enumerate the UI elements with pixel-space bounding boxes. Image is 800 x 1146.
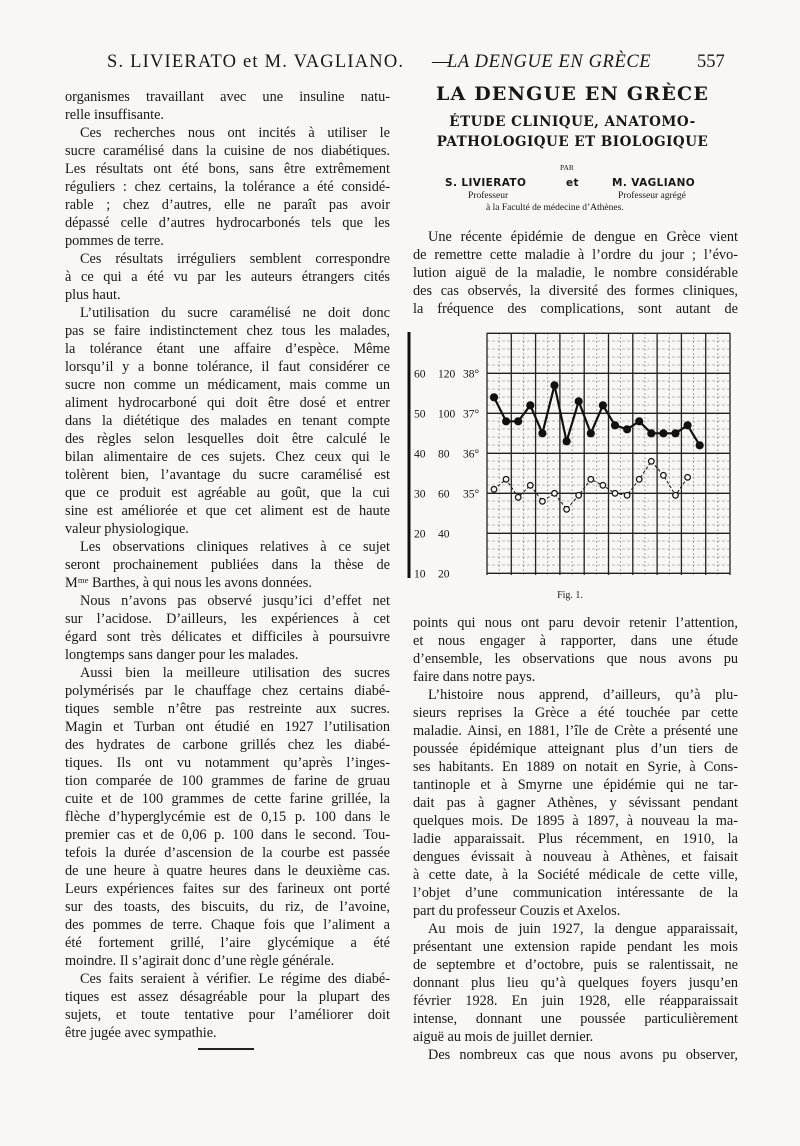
- y-tick-label: 80: [438, 448, 450, 461]
- text-line: quelques mois. De 1895 à 1897, à nouveau la ma-: [413, 813, 738, 829]
- text-line: Mᵐᵉ Barthes, à qui nous les avons données.: [65, 575, 312, 591]
- text-line: pas se faire indistinctement chez tous les malades,: [65, 323, 390, 339]
- temperature-point: [527, 402, 534, 409]
- text-line: lorsqu’il y a bonne tolérance, il faut considérer ce: [65, 359, 390, 375]
- section-end-rule: [198, 1048, 254, 1050]
- text-line: intense, donnant une poussée particulièrement: [413, 1011, 738, 1027]
- y-tick-label: 36°: [463, 448, 480, 461]
- article-title: LA DENGUE EN GRÈCE: [435, 83, 710, 105]
- paragraph: [65, 538, 390, 592]
- pulse-point: [673, 493, 679, 499]
- text-line: rable ; chez d’autres, elle ne paraît pas avoir: [65, 197, 390, 213]
- pulse-point: [636, 477, 642, 483]
- text-line: poussée épidémique atteignant plus d’un tiers de: [413, 741, 738, 757]
- text-line: des règles selon lesquelles doit être calculé le: [65, 431, 390, 447]
- text-line: donnant plus lieu qu’à quelques foyers jusqu’en: [413, 975, 738, 991]
- temperature-point: [648, 430, 655, 437]
- author-conjunction: et: [566, 177, 579, 189]
- pulse-point: [491, 487, 497, 493]
- text-line: sine est améliorée et que cet aliment est de haute: [65, 503, 390, 519]
- text-line: faire dans notre pays.: [413, 669, 536, 685]
- temperature-point: [575, 398, 582, 405]
- text-line: tefois la durée d’ascension de la courbe est passée: [65, 845, 390, 861]
- text-line: être jugée avec sympathie.: [65, 1025, 217, 1041]
- temperature-point: [696, 442, 703, 449]
- pulse-point: [649, 459, 655, 465]
- paragraph: [413, 686, 738, 920]
- text-line: des cas observés, la diversité des formes cliniques,: [413, 283, 738, 299]
- text-line: à ce qui a été vu par les auteurs étrangers cités: [65, 269, 390, 285]
- text-line: la fréquence des complications, sont autant de: [413, 301, 738, 317]
- y-tick-label: 37°: [463, 408, 480, 421]
- left-column: [65, 88, 390, 1042]
- running-head-dash: —: [432, 52, 451, 72]
- y-tick-label: 35°: [463, 488, 480, 501]
- text-line: Les résultats ont été bons, sans être extrêmement: [65, 161, 390, 177]
- paragraph: [65, 664, 390, 970]
- pulse-point: [515, 495, 521, 501]
- affiliation: à la Faculté de médecine d’Athènes.: [486, 203, 624, 213]
- y-tick-label: 50: [414, 408, 426, 421]
- y-tick-label: 20: [414, 528, 426, 541]
- temperature-point: [515, 418, 522, 425]
- text-line: la tolérance étant une affaire d’espèce. Même: [65, 341, 390, 357]
- text-line: été fortement grillé, l’aire glycémique a été: [65, 935, 390, 951]
- text-line: aiguë au mois de juillet dernier.: [413, 1029, 594, 1045]
- temperature-point: [503, 418, 510, 425]
- text-line: présentant une extension rapide pendant les mois: [413, 939, 738, 955]
- text-line: ladie apparaissait. Plus récemment, en 1910, la: [413, 831, 738, 847]
- temperature-point: [539, 430, 546, 437]
- text-line: dengues évissait à nouveau à Athènes, et faisait: [413, 849, 738, 865]
- paragraph: [65, 592, 390, 664]
- text-line: L’utilisation du sucre caramélisé ne doit donc: [80, 305, 390, 321]
- text-line: sieurs reprises la Grèce a été touchée par cette: [413, 705, 738, 721]
- text-line: premier cas et de 0,06 p. 100 dans le second. Tou-: [65, 827, 390, 843]
- text-line: de une heure à quatre heures dans le deuxième cas.: [65, 863, 390, 879]
- text-line: que ce produit est agréable au goût, que la cui: [65, 485, 390, 501]
- text-line: tion comparée de 100 grammes de farine de gruau: [65, 773, 390, 789]
- paragraph: [413, 1046, 738, 1064]
- text-line: cuite et de 100 grammes de cette farine grillée, la: [65, 791, 390, 807]
- pulse-point: [576, 493, 582, 499]
- text-line: lution aiguë de la maladie, le nombre considérable: [413, 265, 738, 281]
- temperature-point: [684, 422, 691, 429]
- text-line: sucre caramélisé dans la cuisine de nos diabétiques.: [65, 143, 390, 159]
- temperature-point: [636, 418, 643, 425]
- y-tick-label: 38°: [463, 368, 480, 381]
- temperature-point: [587, 430, 594, 437]
- text-line: tiques semble n’être pas restreinte aux sucres.: [65, 701, 390, 717]
- temperature-line: [494, 385, 700, 445]
- text-line: et nous engager à rapporter, dans une étude: [413, 633, 738, 649]
- text-line: Une récente épidémie de dengue en Grèce vient: [428, 229, 738, 245]
- pulse-point: [600, 483, 606, 489]
- temperature-point: [599, 402, 606, 409]
- author-1-role: Professeur: [468, 191, 509, 201]
- figure-caption: Fig. 1.: [557, 590, 583, 601]
- temperature-point: [660, 430, 667, 437]
- text-line: maladie. Ainsi, en 1881, l’île de Crète a présenté une: [413, 723, 738, 739]
- text-line: polymérisés par le chauffage chez certains diabé-: [65, 683, 390, 699]
- paragraph: [65, 250, 390, 304]
- pulse-point: [552, 491, 558, 497]
- text-line: de septembre et d’octobre, puis se ralentissait, ne: [413, 957, 738, 973]
- pulse-point: [540, 499, 546, 505]
- article-subtitle-1: ÉTUDE CLINIQUE, ANATOMO-: [449, 114, 696, 130]
- text-line: L’histoire nous apprend, d’ailleurs, qu’à plu-: [428, 687, 738, 703]
- y-tick-label: 60: [414, 368, 426, 381]
- pulse-point: [624, 493, 630, 499]
- text-line: organismes travaillant avec une insuline natu-: [65, 89, 390, 105]
- text-line: sucre non comme un médicament, mais comme un: [65, 377, 390, 393]
- text-line: l’objet d’une communication intéressante de la: [413, 885, 738, 901]
- text-line: de remettre cette maladie à l’ordre du jour ; l’évo-: [413, 247, 738, 263]
- text-line: sur des toasts, des biscuits, du riz, de l’avoine,: [65, 899, 390, 915]
- text-line: Des nombreux cas que nous avons pu observer,: [428, 1047, 738, 1063]
- text-line: points qui nous ont paru devoir retenir l’attention,: [413, 615, 738, 631]
- text-line: à cette date, à la Société médicale de cette ville,: [413, 867, 738, 883]
- text-line: février 1928. En juin 1928, elle réapparaissait: [413, 993, 738, 1009]
- pulse-point: [564, 507, 570, 513]
- temperature-point: [551, 382, 558, 389]
- paragraph: [65, 970, 390, 1042]
- text-line: Ces résultats irréguliers semblent correspondre: [80, 251, 390, 267]
- text-line: des hydrates de carbone grillés chez les diabé-: [65, 737, 390, 753]
- text-line: réguliers : chez certains, la tolérance a été considé-: [65, 179, 390, 195]
- text-line: des pommes de terre. Chaque fois que l’aliment a: [65, 917, 390, 933]
- figure-1-chart: [405, 330, 735, 610]
- y-tick-label: 40: [414, 448, 426, 461]
- by-label: PAR: [560, 163, 574, 172]
- y-tick-label: 40: [438, 528, 450, 541]
- body-text: [413, 614, 738, 1064]
- text-line: égard sont très délicates et difficiles à poursuivre: [65, 629, 390, 645]
- temperature-point: [624, 426, 631, 433]
- text-line: tolèrent bien, l’avantage du sucre caramélisé est: [65, 467, 390, 483]
- text-line: aliment hydrocarboné qui doit être dosé et entrer: [65, 395, 390, 411]
- text-line: dans la diététique des malades en tenant compte: [65, 413, 390, 429]
- intro-text: [413, 228, 738, 318]
- y-tick-label: 20: [438, 568, 450, 581]
- page-number: 557: [697, 52, 725, 72]
- pulse-point: [588, 477, 594, 483]
- text-line: Aussi bien la meilleure utilisation des sucres: [80, 665, 390, 681]
- text-line: sujets, et toute tentative pour l’améliorer doit: [65, 1007, 390, 1023]
- text-line: tiques. Ils ont vu notamment qu’après l’inges-: [65, 755, 390, 771]
- paragraph: [413, 920, 738, 1046]
- text-line: plus haut.: [65, 287, 121, 303]
- text-line: d’ensemble, les observations que nous avons pu: [413, 651, 738, 667]
- pulse-point: [528, 483, 534, 489]
- author-2: M. VAGLIANO: [612, 177, 696, 189]
- text-line: Au mois de juin 1927, la dengue apparaissait,: [428, 921, 738, 937]
- text-line: longtemps sans danger pour les malades.: [65, 647, 299, 663]
- pulse-point: [612, 491, 618, 497]
- text-line: moindre. Il s’agirait donc d’une règle générale.: [65, 953, 335, 969]
- text-line: tiques est assez désagréable pour la plupart des: [65, 989, 390, 1005]
- paragraph: [413, 614, 738, 686]
- y-tick-label: 100: [438, 408, 456, 421]
- text-line: part du professeur Couzis et Axelos.: [413, 903, 621, 919]
- pulse-point: [503, 477, 509, 483]
- paragraph: [65, 304, 390, 538]
- paragraph: [65, 124, 390, 250]
- pulse-point: [685, 475, 691, 481]
- author-1: S. LIVIERATO: [445, 177, 527, 189]
- text-line: Ces faits seraient à vérifier. Le régime des diabé-: [80, 971, 390, 987]
- paragraph: [413, 228, 738, 318]
- text-line: seront prochainement publiées dans la thèse de: [65, 557, 390, 573]
- text-line: bilan alimentaire de ces sujets. Chez ceux qui le: [65, 449, 390, 465]
- author-2-role: Professeur agrégé: [618, 191, 686, 201]
- running-head-authors: S. LIVIERATO et M. VAGLIANO.: [107, 52, 405, 72]
- text-line: sur l’acidose. D’ailleurs, les expériences à cet: [65, 611, 390, 627]
- paragraph: [65, 88, 390, 124]
- text-line: Nous n’avons pas observé jusqu’ici d’effet net: [80, 593, 390, 609]
- running-head-title: LA DENGUE EN GRÈCE: [447, 52, 652, 72]
- text-line: Leurs expériences faites sur des farineux ont porté: [65, 881, 390, 897]
- y-tick-label: 60: [438, 488, 450, 501]
- text-line: flèche d’hyperglycémie est de 0,15 p. 100 dans le: [65, 809, 390, 825]
- text-line: Ces recherches nous ont incités à utiliser le: [80, 125, 390, 141]
- text-line: dépassé celle d’autres hydrocarbonés tels que les: [65, 215, 390, 231]
- y-tick-label: 10: [414, 568, 426, 581]
- text-line: valeur physiologique.: [65, 521, 189, 537]
- text-line: tantinople et à Smyrne une épidémie qui ne tar-: [413, 777, 738, 793]
- text-line: Les observations cliniques relatives à ce sujet: [80, 539, 390, 555]
- temperature-point: [490, 394, 497, 401]
- temperature-point: [672, 430, 679, 437]
- article-subtitle-2: PATHOLOGIQUE ET BIOLOGIQUE: [436, 134, 709, 150]
- temperature-point: [563, 438, 570, 445]
- y-tick-label: 30: [414, 488, 426, 501]
- text-line: ses habitants. En 1889 on notait en Syrie, à Cons-: [413, 759, 738, 775]
- y-tick-label: 120: [438, 368, 456, 381]
- text-line: Magin et Turban ont étudié en 1927 l’utilisation: [65, 719, 390, 735]
- text-line: dait pas à gagner Athènes, y sévissant pendant: [413, 795, 738, 811]
- pulse-point: [661, 473, 667, 479]
- temperature-point: [611, 422, 618, 429]
- text-line: pommes de terre.: [65, 233, 164, 249]
- text-line: relle insuffisante.: [65, 107, 164, 123]
